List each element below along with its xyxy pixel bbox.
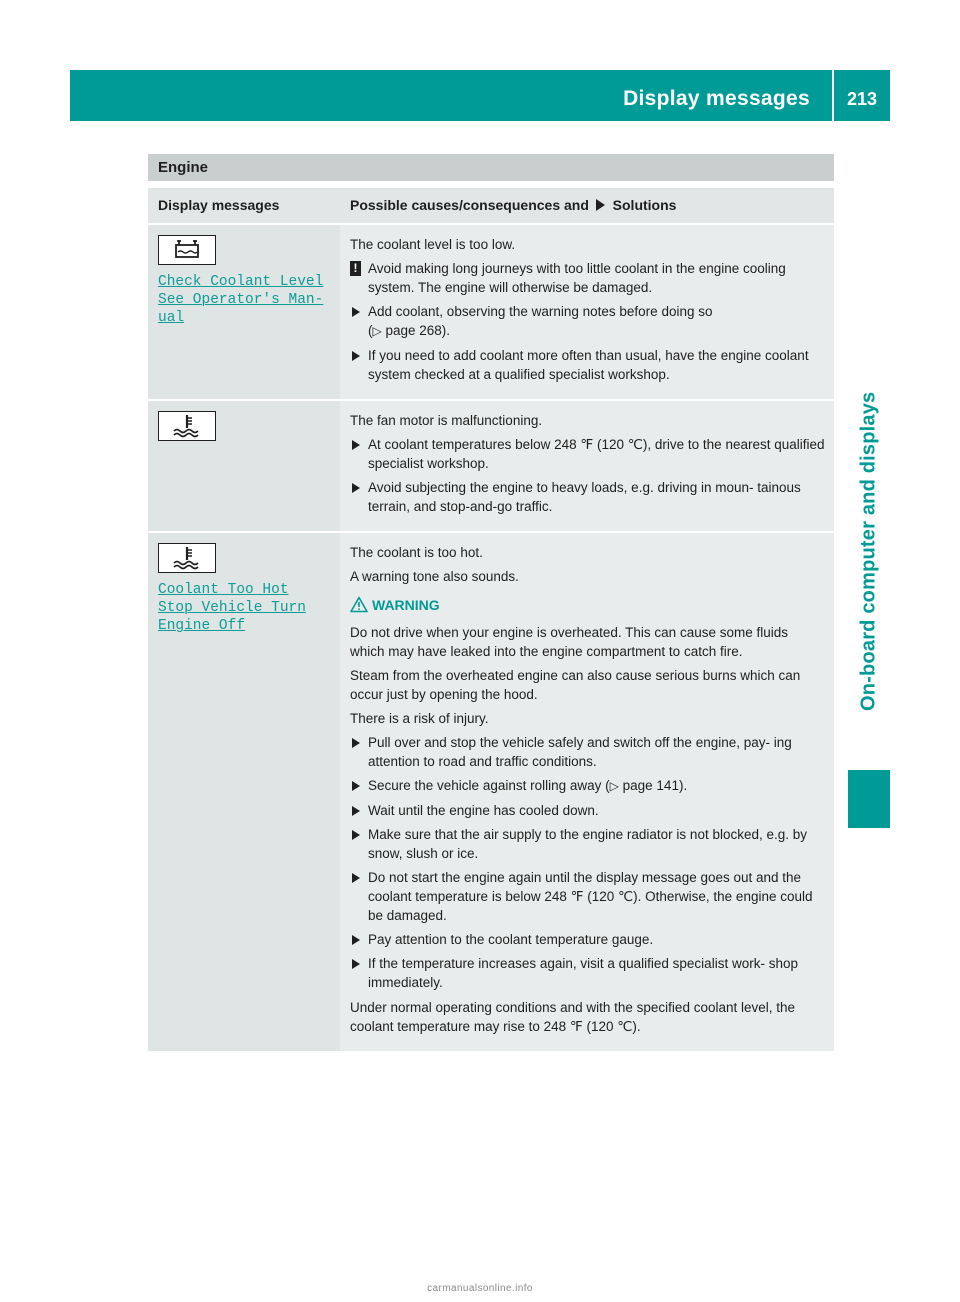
display-message-text [158, 273, 340, 327]
solution-step: Make sure that the air supply to the engine radiator is not blocked, e.g. by snow, slush or ice. [350, 825, 826, 863]
display-message-text [158, 581, 340, 635]
column-header-messages: Display messages [148, 188, 340, 225]
solution-step: If the temperature increases again, visit a qualified specialist work‐ shop immediately. [350, 954, 826, 992]
solution-step: At coolant temperatures below 248 ‍℉ (120 ‍℃), drive to the nearest qualified specialist workshop. [350, 435, 826, 473]
exclamation-icon: ! [350, 261, 361, 276]
warning-heading [350, 596, 826, 615]
solution-cell [340, 533, 834, 1053]
display-message-cell [148, 533, 340, 1053]
display-line: Engine Off [158, 618, 246, 634]
table-row [148, 533, 834, 1053]
watermark: carmanualsonline.info [427, 1283, 533, 1294]
caution-text: Avoid making long journeys with too little coolant in the engine cooling system. The engine will otherwise be damaged. [368, 261, 786, 295]
header-title: Display messages [623, 87, 810, 110]
display-line: ual [158, 310, 185, 326]
section-title: Engine [158, 159, 209, 176]
page-number: 213 [846, 89, 878, 109]
warning-triangle-icon [350, 596, 368, 613]
caution-note [350, 259, 826, 297]
solution-step: Pay attention to the coolant temperature gauge. [350, 930, 826, 949]
warning-paragraph: There is a risk of injury. [350, 711, 489, 726]
column-header-solutions-suffix: Solutions [612, 197, 677, 213]
side-tab-label-wrap [848, 121, 890, 711]
solution-step: Do not start the engine again until the display message goes out and the coolant temperature is below 248 ‍℉ (120 ‍℃). Otherwise, the engine could be damaged. [350, 868, 826, 925]
cause-text: The coolant is too hot. [350, 545, 483, 560]
solution-arrow-icon [596, 199, 605, 211]
section-header [148, 154, 834, 181]
cause-text: The coolant level is too low. [350, 237, 516, 252]
solution-step: Wait until the engine has cooled down. [350, 801, 826, 820]
display-line: Stop Vehicle Turn [158, 600, 306, 616]
warning-paragraph: Do not drive when your engine is overheated. This can cause some fluids which may have leaked into the engine compartment to catch fire. [350, 625, 788, 659]
display-line: Check Coolant Level [158, 274, 324, 290]
warning-label: WARNING [372, 597, 440, 613]
cause-text: A warning tone also sounds. [350, 569, 519, 584]
column-header-solutions-prefix: Possible causes/consequences and [350, 197, 589, 213]
side-tab-marker [848, 770, 890, 828]
solution-step: If you need to add coolant more often than usual, have the engine coolant system checked at a qualified specialist workshop. [350, 346, 826, 384]
table-row [148, 225, 834, 401]
page-header [70, 70, 890, 121]
warning-paragraph: Steam from the overheated engine can also cause serious burns which can occur just by opening the hood. [350, 668, 801, 702]
table-row [148, 401, 834, 533]
display-messages-table [148, 188, 834, 1053]
display-line: Coolant Too Hot [158, 582, 289, 598]
coolant-reservoir-icon [158, 235, 216, 265]
display-message-cell [148, 225, 340, 401]
solution-step: Secure the vehicle against rolling away (▷ page 141). [350, 776, 826, 796]
solution-step: Pull over and stop the vehicle safely and switch off the engine, pay‐ ing attention to road and traffic conditions. [350, 733, 826, 771]
side-tab-label: On-board computer and displays [857, 391, 880, 711]
page-reference-link[interactable]: page 141). [622, 778, 688, 793]
cause-text: The fan motor is malfunctioning. [350, 413, 543, 428]
column-header-solutions [340, 188, 834, 225]
solution-cell [340, 401, 834, 533]
coolant-temperature-icon [158, 543, 216, 573]
solution-step: Add coolant, observing the warning notes before doing so (▷ page 268). [350, 302, 826, 341]
table-header-row [148, 188, 834, 225]
page-ref-arrow-icon: ▷ [372, 324, 382, 338]
solution-step: Avoid subjecting the engine to heavy loads, e.g. driving in moun‐ tainous terrain, and stop-and-go traffic. [350, 478, 826, 516]
solution-cell [340, 225, 834, 401]
display-message-cell [148, 401, 340, 533]
page-ref-arrow-icon: ▷ [609, 779, 619, 793]
coolant-temperature-icon [158, 411, 216, 441]
note-text: Under normal operating conditions and with the specified coolant level, the coolant temperature may rise to 248 ‍℉ (120 ‍℃). [350, 1000, 796, 1034]
page-reference-link[interactable]: page 268). [385, 323, 451, 338]
display-line: See Operator's Man‐ [158, 292, 324, 308]
